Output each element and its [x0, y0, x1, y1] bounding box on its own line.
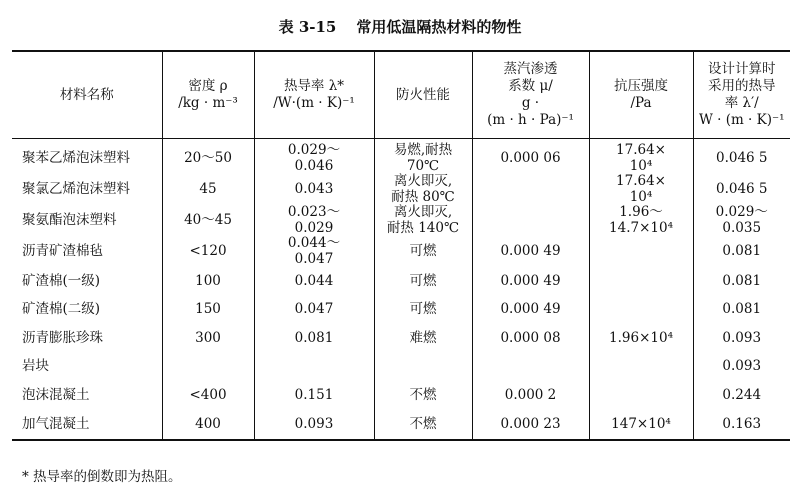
cell-conductivity [254, 410, 374, 440]
cell-fire [374, 410, 472, 440]
table-row [12, 410, 790, 440]
cell-line: 17.64× [616, 142, 666, 158]
cell-name [12, 174, 162, 205]
header-row [12, 51, 790, 139]
table-row [12, 139, 790, 175]
cell-density [162, 296, 254, 325]
cell-fire [374, 236, 472, 267]
cell-name [12, 267, 162, 296]
cell-line: 0.044 [294, 272, 334, 289]
cell-line: 可燃 [409, 272, 437, 289]
header-cell [472, 51, 589, 139]
cell-density [162, 410, 254, 440]
cell-vapor [472, 410, 589, 440]
cell-name [12, 139, 162, 175]
cell-vapor [472, 174, 589, 205]
cell-strength [589, 324, 693, 353]
cell-name [12, 324, 162, 353]
table-caption [0, 16, 800, 37]
cell-vapor [472, 382, 589, 411]
cell-line: 150 [195, 301, 221, 318]
cell-line: 率 λ′/ [724, 95, 759, 111]
cell-name [12, 353, 162, 382]
cell-conductivity [254, 324, 374, 353]
cell-line: 0.047 [294, 250, 334, 267]
cell-conductivity [254, 236, 374, 267]
cell-strength [589, 296, 693, 325]
cell-name [12, 236, 162, 267]
cell-density [162, 382, 254, 411]
cell-line: 0.046 5 [715, 149, 768, 166]
table-title: 常用低温隔热材料的物性 [356, 18, 522, 36]
cell-conductivity [254, 174, 374, 205]
cell-line: 0.000 23 [500, 415, 561, 432]
cell-density [162, 174, 254, 205]
cell-density [162, 324, 254, 353]
cell-line: 17.64× [616, 173, 666, 190]
cell-line: (m · h · Pa)⁻¹ [487, 111, 574, 128]
cell-line: 20～50 [184, 149, 232, 166]
cell-density [162, 267, 254, 296]
cell-line: 0.044～ [287, 235, 341, 252]
cell-line: 0.000 2 [504, 387, 557, 404]
cell-design [693, 267, 790, 296]
cell-line: 0.081 [722, 242, 762, 259]
cell-design [693, 324, 790, 353]
cell-line: 0.047 [294, 301, 334, 318]
cell-conductivity [254, 205, 374, 236]
cell-density [162, 353, 254, 382]
cell-line: 矿渣棉(二级) [22, 301, 101, 318]
table-row [12, 324, 790, 353]
footnote: * 热导率的倒数即为热阻。 [22, 469, 182, 485]
cell-vapor [472, 236, 589, 267]
cell-line: 不燃 [409, 415, 437, 432]
cell-line: 10⁴ [629, 157, 653, 174]
table-row [12, 205, 790, 236]
cell-line: 采用的热导 [708, 78, 776, 95]
cell-line: 耐热 140℃ [386, 219, 460, 236]
cell-fire [374, 324, 472, 353]
cell-line: /W·(m · K)⁻¹ [273, 95, 355, 111]
cell-line: 0.081 [722, 301, 762, 318]
cell-strength [589, 236, 693, 267]
cell-line: 离火即灭, [393, 173, 453, 190]
cell-line: 0.000 49 [500, 272, 561, 289]
cell-line: 40～45 [184, 211, 232, 228]
cell-fire [374, 267, 472, 296]
cell-line: /Pa [630, 95, 652, 111]
cell-density [162, 205, 254, 236]
cell-line: 难燃 [409, 329, 437, 346]
cell-line: 70℃ [406, 157, 440, 174]
cell-line: 0.151 [294, 387, 334, 404]
cell-line: 0.046 [294, 157, 334, 174]
cell-design [693, 205, 790, 236]
cell-vapor [472, 267, 589, 296]
cell-line: 泡沫混凝土 [22, 387, 90, 404]
cell-line: 可燃 [409, 301, 437, 318]
cell-fire [374, 205, 472, 236]
cell-vapor [472, 139, 589, 175]
cell-line: 沥青膨胀珍珠 [22, 329, 103, 346]
cell-line: 密度 ρ [188, 78, 228, 95]
cell-line: 不燃 [409, 387, 437, 404]
header-cell [162, 51, 254, 139]
cell-line: 0.029～ [287, 142, 341, 158]
cell-line: 45 [199, 180, 217, 197]
cell-line: 易燃,耐热 [393, 142, 453, 158]
cell-vapor [472, 324, 589, 353]
cell-strength [589, 174, 693, 205]
cell-conductivity [254, 139, 374, 175]
cell-line: 100 [195, 272, 221, 289]
cell-line: 0.081 [294, 329, 334, 346]
cell-line: 0.000 08 [500, 329, 561, 346]
table-row [12, 236, 790, 267]
cell-line: 0.093 [722, 358, 762, 375]
table-row [12, 382, 790, 411]
cell-strength [589, 139, 693, 175]
table-row [12, 174, 790, 205]
cell-line: 0.043 [294, 180, 334, 197]
cell-vapor [472, 205, 589, 236]
cell-conductivity [254, 267, 374, 296]
cell-conductivity [254, 296, 374, 325]
cell-design [693, 296, 790, 325]
cell-line: 离火即灭, [393, 204, 453, 221]
cell-fire [374, 174, 472, 205]
cell-design [693, 382, 790, 411]
cell-line: <120 [189, 242, 227, 259]
properties-table [12, 50, 790, 441]
cell-line: 0.000 06 [500, 149, 561, 166]
cell-strength [589, 353, 693, 382]
cell-fire [374, 353, 472, 382]
cell-line: 0.000 49 [500, 301, 561, 318]
cell-density [162, 139, 254, 175]
cell-line: g · [521, 95, 540, 111]
table-row [12, 296, 790, 325]
cell-line: 设计计算时 [708, 61, 776, 78]
cell-line: 岩块 [22, 358, 49, 375]
table-row [12, 267, 790, 296]
cell-conductivity [254, 353, 374, 382]
cell-fire [374, 382, 472, 411]
cell-line: <400 [189, 387, 227, 404]
cell-strength [589, 205, 693, 236]
header-cell [374, 51, 472, 139]
cell-line: 14.7×10⁴ [609, 219, 673, 236]
cell-line: 热导率 λ* [283, 78, 345, 95]
cell-line: W · (m · K)⁻¹ [698, 111, 785, 128]
cell-design [693, 236, 790, 267]
cell-line: 抗压强度 [614, 78, 668, 95]
cell-line: /kg · m⁻³ [178, 95, 238, 111]
cell-line: 蒸汽渗透 [503, 61, 558, 78]
table-row [12, 353, 790, 382]
cell-line: 0.163 [722, 415, 762, 432]
cell-line: 1.96×10⁴ [609, 329, 673, 346]
header-cell [589, 51, 693, 139]
cell-line: 0.081 [722, 272, 762, 289]
cell-design [693, 353, 790, 382]
cell-line: 10⁴ [629, 188, 653, 205]
cell-line: 0.029～ [715, 204, 768, 221]
cell-line: 沥青矿渣棉毡 [22, 242, 103, 259]
cell-design [693, 410, 790, 440]
cell-line: 0.244 [722, 387, 762, 404]
cell-line: 系数 μ/ [508, 78, 553, 95]
cell-name [12, 382, 162, 411]
cell-conductivity [254, 382, 374, 411]
cell-strength [589, 382, 693, 411]
cell-name [12, 205, 162, 236]
cell-line: 0.023～ [287, 204, 341, 221]
table-number: 表 3-15 [278, 18, 337, 36]
cell-line: 聚苯乙烯泡沫塑料 [22, 149, 130, 166]
cell-line: 1.96～ [619, 204, 663, 221]
cell-line: 聚氯乙烯泡沫塑料 [22, 180, 130, 197]
cell-line: 0.093 [722, 329, 762, 346]
cell-name [12, 296, 162, 325]
cell-line: 147×10⁴ [611, 415, 671, 432]
header-cell [12, 51, 162, 139]
cell-line: 材料名称 [59, 86, 114, 103]
cell-design [693, 174, 790, 205]
cell-line: 防火性能 [396, 86, 450, 103]
cell-fire [374, 296, 472, 325]
header-cell [254, 51, 374, 139]
cell-fire [374, 139, 472, 175]
cell-line: 300 [195, 329, 221, 346]
cell-line: 耐热 80℃ [391, 188, 455, 205]
header-cell [693, 51, 790, 139]
cell-strength [589, 410, 693, 440]
cell-line: 矿渣棉(一级) [22, 272, 101, 289]
cell-line: 可燃 [409, 242, 437, 259]
cell-line: 加气混凝土 [22, 415, 90, 432]
cell-density [162, 236, 254, 267]
cell-line: 聚氨酯泡沫塑料 [22, 211, 117, 228]
cell-line: 0.035 [722, 219, 762, 236]
cell-line: 0.093 [294, 415, 334, 432]
table-body [12, 139, 790, 440]
cell-line: 0.000 49 [500, 242, 561, 259]
cell-strength [589, 267, 693, 296]
cell-name [12, 410, 162, 440]
cell-vapor [472, 353, 589, 382]
cell-line: 400 [195, 415, 221, 432]
cell-line: 0.029 [294, 219, 334, 236]
cell-design [693, 139, 790, 175]
cell-vapor [472, 296, 589, 325]
cell-line: 0.046 5 [715, 180, 768, 197]
